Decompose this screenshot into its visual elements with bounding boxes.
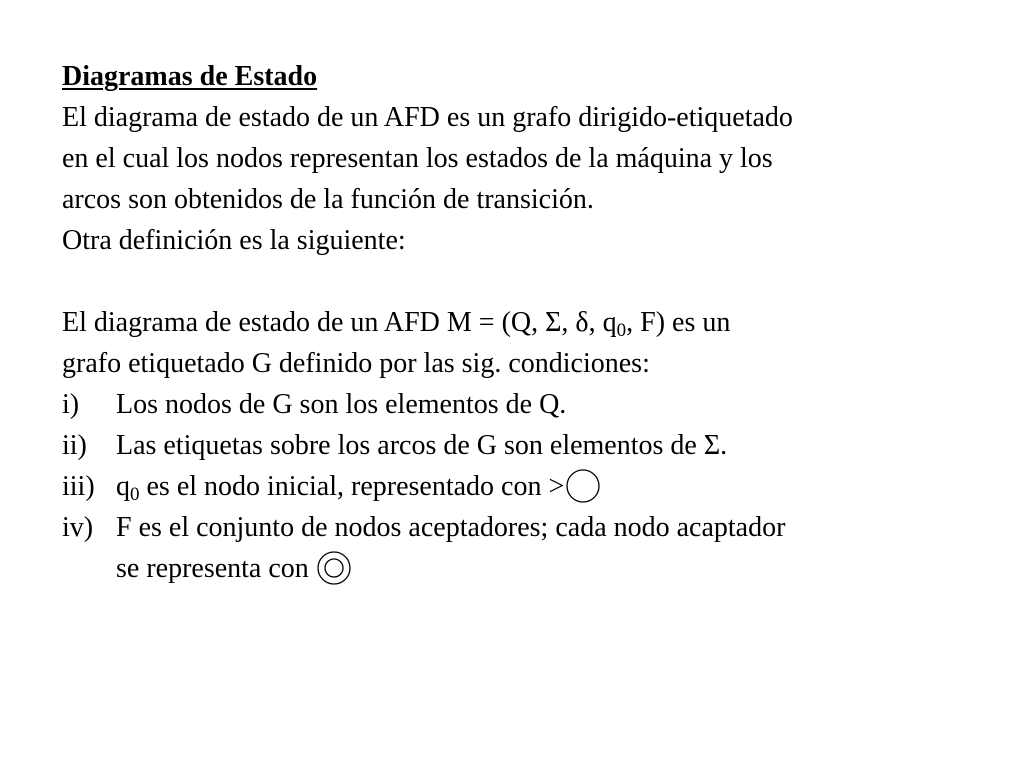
subscript: 0 (130, 484, 140, 505)
initial-state-circle-icon (564, 468, 602, 504)
condition-item (62, 507, 982, 548)
slide-title: Diagramas de Estado (62, 61, 318, 92)
condition-item (62, 384, 982, 425)
slide-content (62, 56, 982, 589)
spacer (62, 261, 982, 302)
arrow-symbol: > (548, 471, 565, 502)
condition-number: ii) (62, 430, 87, 461)
condition-number: iv) (62, 512, 94, 543)
condition-text: Los nodos de G son los elementos de Q. (116, 389, 567, 420)
condition-text: Las etiquetas sobre los arcos de G son elementos de Σ. (116, 430, 728, 461)
condition-number: iii) (62, 471, 95, 502)
intro-line-2: en el cual los nodos representan los estados de la máquina y los (62, 143, 773, 174)
q-symbol: q (116, 471, 130, 502)
definition-line-2: grafo etiquetado G definido por las sig. condiciones: (62, 348, 650, 379)
condition-text: se representa con (116, 553, 316, 584)
double-circle-icon (316, 550, 352, 586)
definition-text: El diagrama de estado de un AFD M = (Q, Σ, δ, q (62, 307, 617, 338)
intro-line-3: arcos son obtenidos de la función de transición. (62, 184, 594, 215)
alt-definition: Otra definición es la siguiente: (62, 225, 406, 256)
definition-text-end: , F) es un (626, 307, 731, 338)
condition-text: es el nodo inicial, representado con (139, 471, 549, 502)
condition-continuation (62, 548, 982, 589)
intro-line-1: El diagrama de estado de un AFD es un grafo dirigido-etiquetado (62, 102, 793, 133)
condition-number: i) (62, 389, 80, 420)
condition-text: F es el conjunto de nodos aceptadores; cada nodo acaptador (116, 512, 786, 543)
subscript: 0 (616, 320, 627, 341)
condition-item (62, 466, 982, 507)
definition-line-1 (62, 302, 982, 343)
condition-item (62, 425, 982, 466)
